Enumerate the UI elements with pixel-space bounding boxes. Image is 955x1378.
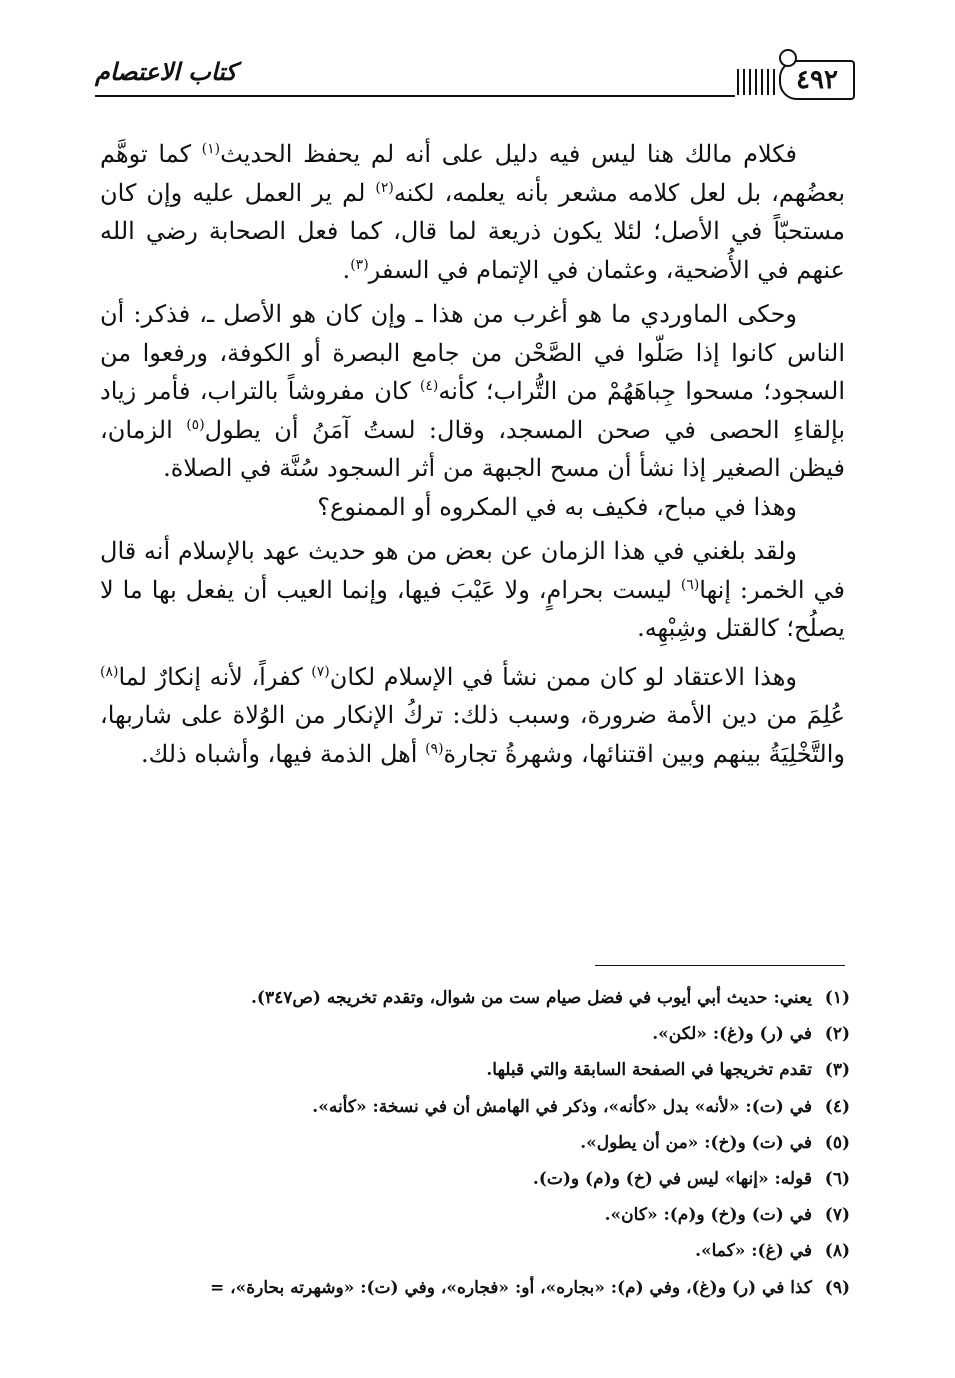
footnote-text: في (ت): «لأنه» بدل «كأنه»، وذكر في الهامش أن في نسخة: «كأنه». — [312, 1096, 812, 1117]
text-segment: فكلام مالك هنا ليس فيه دليل على أنه لم يحفظ الحديث — [220, 140, 798, 168]
text-segment: ولقد بلغني في هذا الزمان عن بعض من هو حديث عهد بالإسلام أنه قال في الخمر: إنها — [100, 537, 846, 604]
text-segment: . — [342, 255, 351, 284]
footnote-marker: (٦) — [680, 576, 700, 593]
text-segment: كما توهَّم بعضُهم، بل لعل كلامه مشعر بأنه يعلمه، لكنه — [100, 140, 845, 207]
page-header — [95, 55, 855, 105]
footnote-marker: (٩) — [425, 740, 444, 757]
footnote-text: قوله: «إنها» ليس في (خ) و(م) و(ت). — [532, 1169, 812, 1190]
footnote-number: (٣) — [824, 1060, 850, 1081]
text-segment: ليست بحرامٍ، ولا عَيْبَ فيها، وإنما العيب أن يفعل بها ما لا يصلُح؛ كالقتل وشِبْهِه. — [100, 575, 845, 642]
main-text — [100, 135, 845, 773]
footnote-item — [100, 1270, 850, 1306]
page-number: ٤٩٢ — [779, 60, 855, 100]
footnote-marker: (٥) — [186, 416, 205, 433]
footnote-marker: (٨) — [100, 663, 119, 680]
header-rule — [95, 95, 735, 97]
footnote-marker: (٢) — [375, 179, 394, 196]
footnote-marker: (٧) — [311, 663, 330, 680]
footnote-number: (٤) — [824, 1096, 850, 1117]
text-segment: كان مفروشاً بالتراب، فأمر زياد بإلقاءِ الحصى في صحن المسجد، وقال: لستُ آمَنُ أن يطول — [100, 377, 846, 444]
footnote-marker: (٣) — [350, 256, 369, 273]
paragraph — [100, 295, 845, 488]
paragraph — [100, 532, 845, 648]
text-segment: كفراً، لأنه إنكارٌ لما — [118, 662, 312, 691]
text-segment: لم ير العمل عليه وإن كان مستحبّاً في الأصل؛ لئلا يكون ذريعة لما قال، كما فعل الصحابة رضي الله عنهم في الأُضحية، وعثمان في الإتمام في السفر — [100, 178, 845, 284]
footnote-item — [100, 1016, 850, 1052]
text-segment: وهذا الاعتقاد لو كان ممن نشأ في الإسلام لكان — [329, 662, 798, 691]
footnote-item — [100, 1197, 850, 1233]
footnote-marker: (٤) — [419, 378, 439, 394]
text-segment: وحكى الماوردي ما هو أغرب من هذا ـ وإن كان هو الأصل ـ، فذكر: أن الناس كانوا إذا صَلّوا في الصَّحْن من جامع البصرة أو الكوفة، ورفعوا من السجود؛ مسحوا جِباهَهُمْ من التُّراب؛ كأنه — [100, 300, 845, 405]
footnote-text: في (ت) و(خ) و(م): «كان». — [604, 1205, 812, 1226]
footnote-item — [100, 980, 850, 1016]
footnote-separator — [595, 965, 845, 966]
text-segment: عُلِمَ من دين الأمة ضرورة، وسبب ذلك: تركُ الإنكار من الوُلاة على شاربها، والتَّخْلِيَةُ بينهم وبين اقتنائها، وشهرةُ تجارة — [100, 701, 845, 768]
footnote-number: (٨) — [824, 1241, 850, 1262]
footnote-number: (٩) — [824, 1277, 850, 1298]
footnote-item — [100, 1161, 850, 1197]
paragraph — [100, 135, 845, 289]
footnote-number: (٥) — [824, 1132, 850, 1153]
footnote-number: (٢) — [824, 1024, 850, 1045]
ornament-dot — [779, 49, 797, 67]
footnote-marker: (١) — [201, 141, 221, 157]
footnote-text: في (غ): «كما». — [695, 1241, 812, 1262]
footnote-text: يعني: حديث أبي أيوب في فضل صيام ست من شوال، وتقدم تخريجه (ص٣٤٧). — [251, 988, 812, 1008]
footnote-text: في (ر) و(غ): «لكن». — [652, 1024, 812, 1045]
footnote-number: (٦) — [824, 1169, 850, 1190]
paragraph — [100, 488, 845, 527]
ornament-bars — [737, 69, 777, 95]
footnote-item — [100, 1125, 850, 1161]
paragraph — [100, 658, 845, 774]
footnote-number: (١) — [824, 988, 850, 1008]
footnote-item — [100, 1233, 850, 1269]
text-segment: أهل الذمة فيها، وأشباه ذلك. — [140, 739, 426, 768]
text-segment: الزمان، فيظن الصغير إذا نشأ أن مسح الجبهة من أثر السجود سُنَّة في الصلاة. — [100, 415, 845, 482]
footnote-text: كذا في (ر) و(غ)، وفي (م): «بجاره»، أو: «فجاره»، وفي (ت): «وشهرته بحارة»، = — [209, 1277, 812, 1298]
footnote-number: (٧) — [824, 1205, 850, 1226]
footnote-text: تقدم تخريجها في الصفحة السابقة والتي قبلها. — [486, 1060, 812, 1081]
book-title: كتاب الاعتصام — [95, 57, 237, 86]
footnote-item — [100, 1052, 850, 1088]
footnotes — [100, 980, 850, 1306]
text-segment: وهذا في مباح، فكيف به في المكروه أو الممنوع؟ — [317, 492, 797, 521]
footnote-item — [100, 1089, 850, 1125]
footnote-text: في (ت) و(خ): «من أن يطول». — [580, 1132, 812, 1153]
